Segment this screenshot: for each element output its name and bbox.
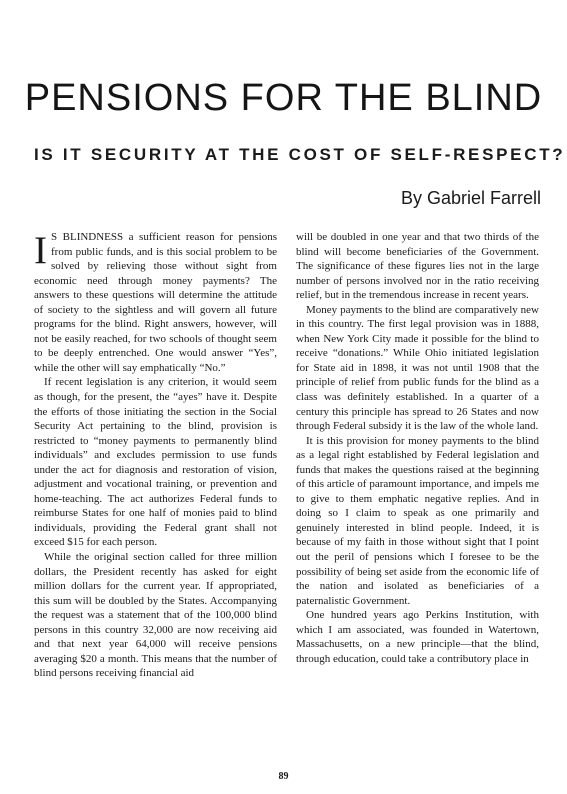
paragraph <box>34 230 277 375</box>
paragraph: It is this provision for money payments to the blind as a legal right established by Federal legislation and funds that makes the questions raised at the beginning of this article of paramount importance, and impels me to give to them emphatic negative replies. And in doing so I claim to speak as one primarily and genuinely interested in blind people. Indeed, it is because of my faith in those without sight that I point out the peril of pensions which I foresee to be the possibility of being set aside from the economic life of the nation and isolated as beneficiaries of a paternalistic Government. <box>296 434 539 607</box>
article-body <box>34 230 539 770</box>
article-byline: By Gabriel Farrell <box>400 188 541 208</box>
paragraph-text: S BLINDNESS a sufficient reason for pensions from public funds, and is this social problem to be solved by relieving those without sight from economic need through money payments? The answers to these questions will determine the attitude of society to the sightless and will govern all future programs for the blind. Right answers, however, will not be easily reached, for two schools of thought seem to be deeply entrenched. One would answer “Yes”, while the other will say emphatically “No.” <box>34 231 277 374</box>
column-left <box>34 230 277 770</box>
page-number: 89 <box>278 771 289 782</box>
article-subtitle: IS IT SECURITY AT THE COST OF SELF-RESPECT? <box>34 145 566 164</box>
paragraph: One hundred years ago Perkins Institution, with which I am associated, was founded in Watertown, Massachusetts, on a new principle—that the blind, through education, could take a contributory place in <box>296 609 539 665</box>
paragraph: will be doubled in one year and that two thirds of the blind will become beneficiaries of the Government. The significance of these figures lies not in the large number of persons involved nor in the ratio receiving relief, but in the tremendous increase in recent years. <box>296 231 539 302</box>
column-right <box>296 230 539 770</box>
drop-cap: I <box>34 230 47 272</box>
paragraph: If recent legislation is any criterion, it would seem as though, for the present, the “ayes” have it. Despite the efforts of those initiating the section in the Social Security Act pertaining to the blind, provision is restricted to “money payments to permanently blind individuals” and excludes permission to use funds under the act for diagnosis and restoration of vision, adjustment and vocational training, or prevention and home-teaching. The act authorizes Federal funds to reimburse States for one half of monies paid to blind individuals, providing the Federal grant shall not exceed $15 for each person. <box>34 376 277 549</box>
paragraph: While the original section called for three million dollars, the President recently has asked for eight million dollars for the current year. If appropriated, this sum will be doubled by the States. Accompanying the request was a statement that of the 100,000 blind persons in this country 32,000 are now receiving aid and that next year 64,000 will receive pensions averaging $20 a month. This means that the number of blind persons receiving financial aid <box>34 551 277 680</box>
paragraph: Money payments to the blind are comparatively new in this country. The first legal provision was in 1888, when New York City made it possible for the blind to receive “donations.” While Ohio initiated legislation for State aid in 1898, it was not until 1908 that the principle of relief from public funds for the blind as a class was definitely established. In a quarter of a century this principle has spread to 26 States and now through Federal subsidy it is the law of the whole land. <box>296 303 539 433</box>
article-title: PENSIONS FOR THE BLIND <box>24 77 543 119</box>
